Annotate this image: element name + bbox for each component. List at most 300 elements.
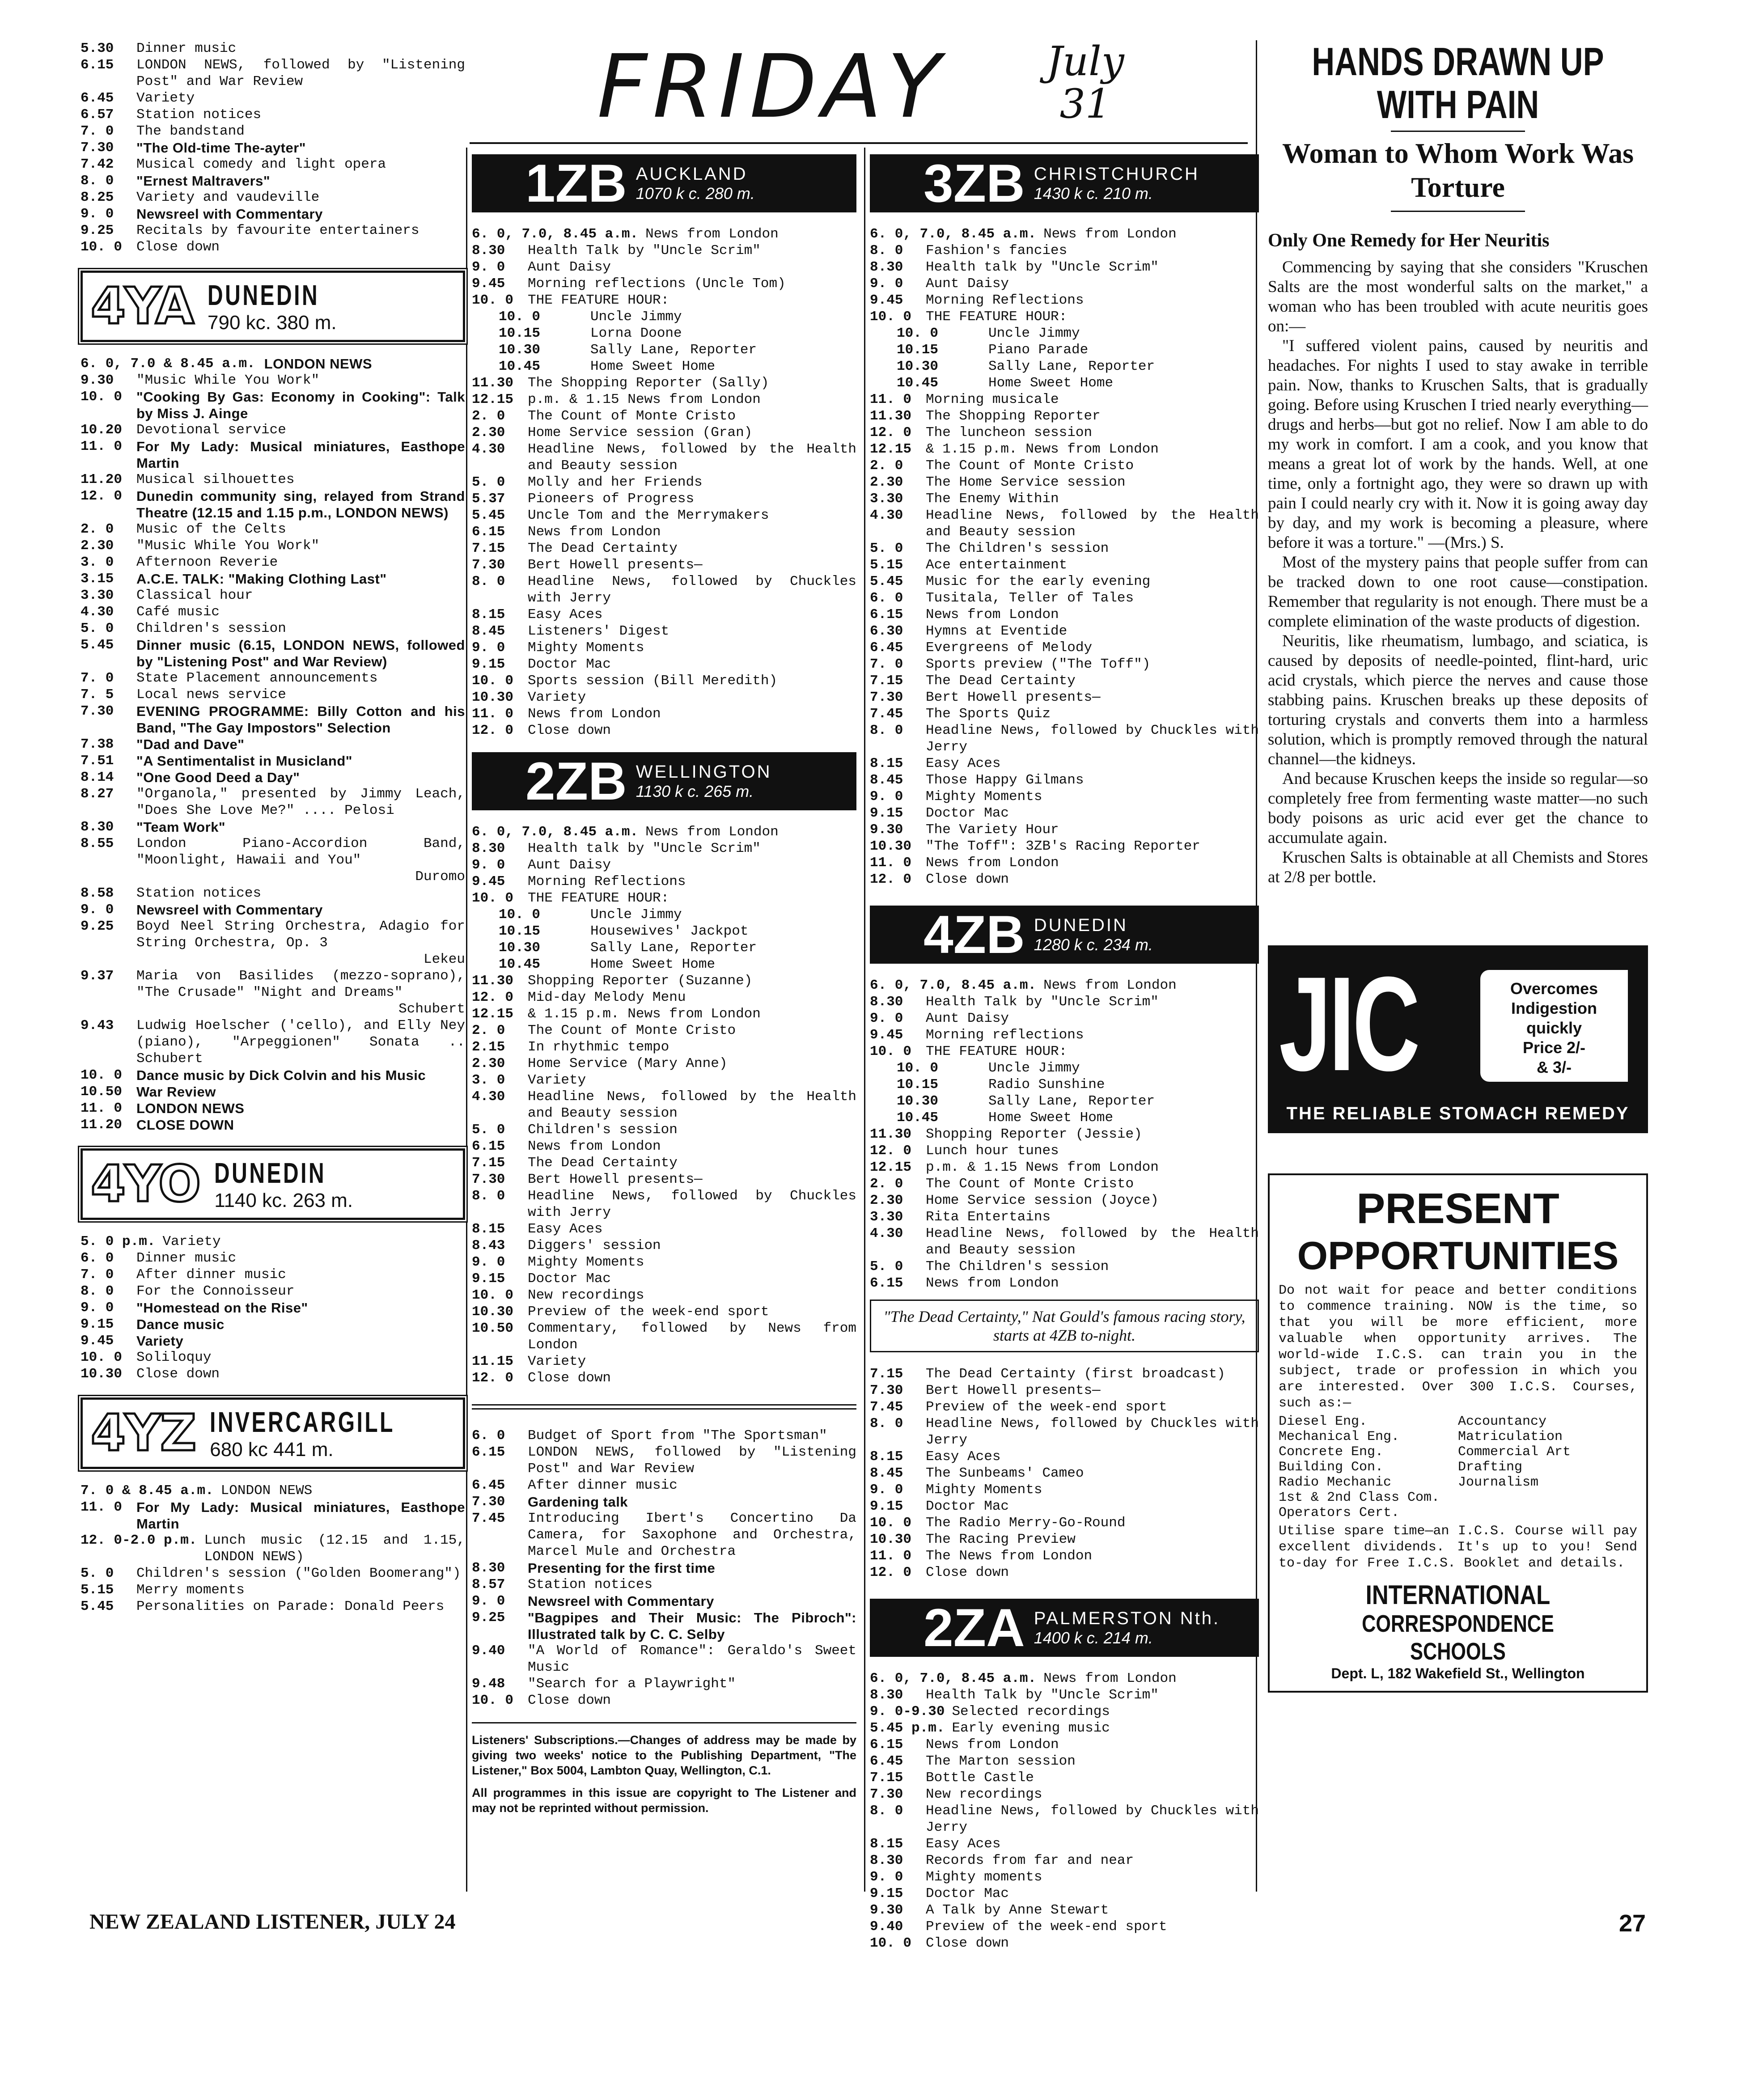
- programme-time: 10. 0: [80, 1350, 123, 1365]
- jic-price: Price 2/-: [1522, 1038, 1586, 1057]
- programme-entry: [80, 372, 465, 389]
- programme-title: The luncheon session: [926, 425, 1093, 440]
- programme-time: 9.37: [80, 968, 114, 984]
- programme-time: 6.15: [80, 57, 114, 73]
- programme-time: 8.30: [472, 243, 505, 258]
- programme-title: "The Old-time The-ayter": [136, 140, 306, 156]
- programme-entry: [80, 819, 465, 835]
- programme-title: Headline News, followed by the Health and Beauty session: [528, 1089, 856, 1121]
- station-city: WELLINGTON: [635, 762, 772, 782]
- programme-title: Uncle Tom and the Merrymakers: [528, 508, 769, 523]
- programme-title: Aunt Daisy: [528, 259, 611, 275]
- programme-time: 6.15: [870, 1737, 903, 1753]
- programme-title: Home Service session (Joyce): [926, 1193, 1159, 1208]
- programme-time: 6. 0, 7.0, 8.45 a.m.: [870, 978, 1037, 993]
- listing-continued-2: [472, 1427, 856, 1709]
- programme-entry: [870, 1852, 1259, 1869]
- programme-entry: [80, 206, 465, 222]
- programme-title: Close down: [926, 872, 1009, 887]
- programme-time: 9.25: [472, 1610, 505, 1626]
- programme-time: 11. 0: [870, 392, 912, 407]
- programme-entry: [80, 156, 465, 173]
- programme-time: 10.30: [472, 1304, 514, 1320]
- programme-time: 8.30: [870, 259, 903, 275]
- programme-title: Ace entertainment: [926, 557, 1068, 573]
- station-logo: 2ZB: [525, 751, 627, 811]
- programme-entry: [472, 375, 856, 391]
- programme-time: 6. 0: [80, 1250, 114, 1266]
- programme-title: Close down: [528, 1693, 611, 1708]
- programme-entry: [80, 587, 465, 604]
- programme-title: "Music While You Work": [136, 538, 320, 554]
- programme-time: 9.45: [472, 276, 505, 292]
- programme-title: "A Sentimentalist in Musicland": [136, 753, 352, 769]
- programme-entry: [472, 1221, 856, 1237]
- programme-time: 11. 0: [870, 855, 912, 871]
- programme-time: 6.15: [472, 1444, 505, 1460]
- programme-entry: [80, 736, 465, 753]
- programme-entry: [870, 706, 1259, 722]
- programme-time: 8.15: [472, 607, 505, 622]
- listing-4zb-evening: [870, 1366, 1259, 1581]
- programme-time: 12.15: [870, 1160, 912, 1175]
- programme-title: Children's session: [136, 621, 286, 636]
- programme-title: Preview of the week-end sport: [528, 1304, 769, 1320]
- station-city: AUCKLAND: [635, 164, 748, 184]
- programme-entry: [870, 242, 1259, 259]
- programme-time: 7.30: [80, 703, 114, 719]
- programme-entry: [870, 540, 1259, 557]
- programme-entry: [870, 309, 1259, 325]
- programme-title: London Piano-Accordion Band, "Moonlight, Hawaii and You" Duromo: [136, 836, 465, 885]
- programme-entry: [80, 1565, 465, 1582]
- programme-title: The Count of Monte Cristo: [528, 1023, 736, 1038]
- programme-time: 9. 0: [870, 1869, 903, 1885]
- programme-entry: [80, 1100, 465, 1117]
- programme-title: Lorna Doone: [590, 326, 682, 341]
- programme-entry: [472, 226, 856, 242]
- programme-entry: [80, 1582, 465, 1598]
- programme-composer: Duromo: [415, 869, 465, 885]
- programme-entry: [870, 639, 1259, 656]
- programme-time: 8. 0: [870, 723, 903, 738]
- column-1: [80, 40, 465, 1615]
- programme-title: The Home Service session: [926, 474, 1126, 490]
- programme-title: The Radio Merry-Go-Round: [926, 1515, 1126, 1531]
- programme-title: Devotional service: [136, 422, 286, 438]
- programme-time: 8.45: [870, 772, 903, 788]
- programme-entry: [472, 1370, 856, 1386]
- programme-time: 8.25: [80, 190, 114, 205]
- programme-title: The Shopping Reporter (Sally): [528, 375, 769, 391]
- programme-time: 9. 0: [870, 789, 903, 804]
- programme-entry: [472, 275, 856, 292]
- programme-title: "Music While You Work": [136, 373, 320, 388]
- programme-time: 5. 0: [80, 1566, 114, 1581]
- programme-time: 9. 0-9.30: [870, 1704, 945, 1719]
- ics-course: Matriculation: [1458, 1429, 1563, 1444]
- programme-entry: [80, 189, 465, 206]
- programme-entry: [472, 673, 856, 689]
- programme-time: 8.15: [870, 1449, 903, 1465]
- programme-title: Music of the Celts: [136, 521, 286, 537]
- programme-time: 2. 0: [80, 521, 114, 537]
- programme-title: Morning musicale: [926, 392, 1059, 407]
- programme-title: Morning reflections: [926, 1027, 1084, 1043]
- jic-strapline: THE RELIABLE STOMACH REMEDY: [1286, 1104, 1630, 1123]
- jic-advert: [1268, 945, 1648, 1133]
- page-day-number: 31: [1059, 80, 1111, 127]
- programme-title: The Dead Certainty: [528, 1155, 678, 1171]
- programme-title: Shopping Reporter (Suzanne): [528, 973, 753, 989]
- programme-entry: [870, 557, 1259, 573]
- programme-title: Doctor Mac: [528, 1271, 611, 1287]
- programme-title: Uncle Jimmy: [590, 309, 682, 325]
- programme-title: Boyd Neel String Orchestra, Adagio for String Orchestra, Op. 3 Lekeu: [136, 919, 465, 967]
- programme-entry: [870, 358, 1259, 375]
- station-header-4zb: [870, 906, 1259, 964]
- ics-course: Drafting: [1458, 1460, 1523, 1475]
- programme-title: A.C.E. TALK: "Making Clothing Last": [136, 571, 387, 587]
- programme-time: 10.30: [897, 1093, 939, 1109]
- programme-title: News from London: [926, 607, 1059, 622]
- programme-time: 8.14: [80, 770, 114, 785]
- programme-title: The Count of Monte Cristo: [528, 408, 736, 424]
- programme-time: 9.40: [472, 1643, 505, 1659]
- ics-cta: Utilise spare time—an I.C.S. Course will pay excellent dividends. It's up to you! Send to-day for Free I.C.S. Booklet and details.: [1279, 1524, 1637, 1571]
- station-city: DUNEDIN: [208, 279, 320, 311]
- programme-time: 10.20: [80, 422, 123, 438]
- programme-title: THE FEATURE HOUR:: [926, 309, 1068, 325]
- programme-time: 8. 0: [472, 574, 505, 589]
- programme-entry: [80, 438, 465, 471]
- listing-2zb: [472, 824, 856, 1386]
- programme-time: 7.30: [472, 557, 505, 573]
- programme-entry: [870, 1076, 1259, 1093]
- programme-entry: [870, 342, 1259, 358]
- programme-time: 5.45: [870, 574, 903, 589]
- programme-title: Uncle Jimmy: [988, 326, 1080, 341]
- listing-1zb: [472, 226, 856, 739]
- programme-entry: [870, 1225, 1259, 1258]
- section-rule: [472, 1722, 856, 1723]
- programme-entry: [472, 840, 856, 857]
- kruschen-kicker: Only One Remedy for Her Neuritis: [1268, 230, 1550, 251]
- programme-title: Close down: [926, 1565, 1009, 1580]
- programme-time: 11. 0: [80, 1499, 123, 1515]
- programme-title: Doctor Mac: [926, 1499, 1009, 1514]
- programme-time: 10. 0: [499, 309, 541, 325]
- ics-address: Dept. L, 182 Wakefield St., Wellington: [1331, 1665, 1585, 1681]
- programme-entry: [472, 1171, 856, 1188]
- programme-entry: [870, 1399, 1259, 1415]
- programme-time: 10.50: [472, 1321, 514, 1336]
- programme-title: Headline News, followed by Chuckles with Jerry: [926, 1803, 1259, 1835]
- station-frequency: 790 kc. 380 m.: [208, 312, 337, 334]
- programme-title: THE FEATURE HOUR:: [528, 292, 669, 308]
- programme-entry: [870, 855, 1259, 871]
- programme-time: 3.30: [870, 1209, 903, 1225]
- station-frequency: 1280 k c. 234 m.: [1034, 935, 1153, 954]
- headline-rule: [1391, 131, 1525, 132]
- ics-name-1: INTERNATIONAL: [1365, 1580, 1551, 1610]
- programme-time: 7.15: [472, 541, 505, 556]
- programme-title: News from London: [528, 706, 661, 722]
- programme-entry: [472, 940, 856, 956]
- programme-time: 12. 0: [870, 872, 912, 887]
- programme-entry: [472, 706, 856, 722]
- programme-entry: [870, 689, 1259, 706]
- programme-title: "A World of Romance": Geraldo's Sweet Music: [528, 1643, 856, 1675]
- programme-title: Bert Howell presents—: [528, 1172, 703, 1187]
- programme-entry: [80, 222, 465, 239]
- programme-entry: [472, 824, 856, 840]
- kruschen-paragraph: Most of the mystery pains that people suffer from can be tracked down to one root cause—constipation. Remember that regularity is not enough. There must be a complete elimination of the waste products of digestion.: [1268, 553, 1648, 631]
- programme-time: 8.15: [472, 1221, 505, 1237]
- programme-entry: [472, 639, 856, 656]
- programme-time: 5.37: [472, 491, 505, 507]
- programme-title: LONDON NEWS, followed by "Listening Post" and War Review: [136, 57, 465, 89]
- ics-courses-right: [1458, 1414, 1637, 1520]
- programme-title: Easy Aces: [528, 607, 603, 622]
- programme-title: Personalities on Parade: Donald Peers: [136, 1599, 445, 1614]
- programme-title: After dinner music: [528, 1478, 678, 1493]
- programme-time: 9.15: [870, 1886, 903, 1901]
- programme-title: Aunt Daisy: [926, 1011, 1009, 1026]
- programme-title: Close down: [528, 1370, 611, 1386]
- programme-entry: [80, 554, 465, 571]
- programme-time: 5.15: [80, 1582, 114, 1598]
- station-header-4ya: [80, 271, 465, 342]
- programme-title: p.m. & 1.15 News from London: [528, 392, 761, 407]
- programme-time: 9.48: [472, 1676, 505, 1692]
- kruschen-body: [1268, 258, 1648, 887]
- programme-time: 9.30: [870, 1902, 903, 1918]
- programme-title: Headline News, followed by Chuckles with Jerry: [926, 1416, 1259, 1448]
- programme-entry: [80, 786, 465, 819]
- programme-time: 2. 0: [870, 458, 903, 474]
- kruschen-paragraph: Neuritis, like rheumatism, lumbago, and sciatica, is caused by deposits of needle-pointed, flint-hard, uric acid crystals, which pierce the nerves and cause those stabbing pains. Kruschen breaks up these deposits of torturing crystals and converts them into a harmless solution, which is promptly removed through the natural channel—the kidneys.: [1268, 632, 1648, 768]
- programme-time: 10. 0: [472, 1693, 514, 1708]
- programme-time: 6.30: [870, 623, 903, 639]
- programme-entry: [80, 1532, 465, 1565]
- station-city: DUNEDIN: [1034, 915, 1128, 935]
- programme-title: Diggers' session: [528, 1238, 661, 1253]
- programme-entry: [870, 1885, 1259, 1902]
- programme-entry: [80, 571, 465, 587]
- programme-entry: [80, 1333, 465, 1349]
- programme-time: 2.30: [472, 1056, 505, 1071]
- programme-time: 5.15: [870, 557, 903, 573]
- ics-course: Commercial Art: [1458, 1444, 1571, 1460]
- programme-title: Variety: [162, 1234, 221, 1249]
- programme-entry: [472, 1088, 856, 1122]
- programme-time: 9. 0: [472, 857, 505, 873]
- programme-title: News from London: [528, 1139, 661, 1154]
- programme-entry: [472, 1006, 856, 1022]
- programme-entry: [472, 1254, 856, 1270]
- programme-time: 7.30: [472, 1494, 505, 1510]
- programme-title: Introducing Ibert's Concertino Da Camera, for Saxophone and Orchestra, Marcel Mule and Orchestra: [528, 1511, 856, 1559]
- programme-title: Merry moments: [136, 1582, 245, 1598]
- listing-4yo: [80, 1233, 465, 1382]
- programme-time: 2.30: [870, 1193, 903, 1208]
- programme-title: Morning reflections (Uncle Tom): [528, 276, 786, 292]
- jic-brand: JIC: [1279, 948, 1418, 1099]
- programme-title: Headline News, followed by Chuckles with Jerry: [528, 1188, 856, 1220]
- programme-time: 12. 0: [472, 990, 514, 1005]
- programme-title: Musical comedy and light opera: [136, 157, 386, 172]
- column-2: [472, 154, 856, 1816]
- programme-entry: [870, 1515, 1259, 1531]
- programme-time: 11. 0: [870, 1548, 912, 1564]
- programme-time: 9. 0: [80, 206, 114, 222]
- programme-time: 7.30: [870, 1787, 903, 1802]
- programme-title: Home Service session (Gran): [528, 425, 753, 440]
- programme-entry: [472, 906, 856, 923]
- programme-title: Home Sweet Home: [988, 1110, 1114, 1126]
- programme-time: 7.38: [80, 737, 114, 752]
- programme-title: Easy Aces: [926, 1449, 1001, 1465]
- programme-entry: [870, 424, 1259, 441]
- programme-time: 8.15: [870, 1836, 903, 1852]
- programme-time: 8.27: [80, 786, 114, 802]
- programme-time: 5.45: [472, 508, 505, 523]
- programme-entry: [870, 259, 1259, 275]
- programme-entry: [870, 1209, 1259, 1225]
- programme-entry: [870, 1902, 1259, 1918]
- programme-time: 6. 0, 7.0 & 8.45 a.m.: [80, 356, 255, 372]
- programme-time: 7.15: [870, 1366, 903, 1382]
- programme-title: Bert Howell presents—: [528, 557, 703, 573]
- programme-entry: [80, 1067, 465, 1084]
- programme-title: "Search for a Playwright": [528, 1676, 736, 1692]
- programme-time: 3.30: [870, 491, 903, 507]
- programme-time: 9.15: [870, 805, 903, 821]
- footer-masthead: NEW ZEALAND LISTENER, JULY 24: [89, 1910, 456, 1934]
- programme-title: Health talk by "Uncle Scrim": [528, 841, 761, 856]
- programme-time: 4.30: [472, 1089, 505, 1105]
- programme-title: Shopping Reporter (Jessie): [926, 1126, 1142, 1142]
- programme-time: 9.15: [870, 1499, 903, 1514]
- station-frequency: 1400 k c. 214 m.: [1034, 1628, 1153, 1647]
- programme-entry: [870, 1498, 1259, 1515]
- programme-time: 5.45 p.m.: [870, 1720, 945, 1736]
- programme-time: 10.30: [472, 690, 514, 705]
- programme-entry: [870, 1258, 1259, 1275]
- programme-time: 4.30: [870, 508, 903, 523]
- programme-time: 9.15: [472, 656, 505, 672]
- programme-title: The Sunbeams' Cameo: [926, 1465, 1084, 1481]
- section-rule: [472, 1408, 856, 1410]
- page-month: July: [1046, 38, 1124, 85]
- programme-time: 7. 0: [80, 670, 114, 686]
- programme-time: 2.30: [80, 538, 114, 554]
- programme-time: 8.15: [870, 756, 903, 771]
- programme-title: Headline News, followed by Chuckles with Jerry: [926, 723, 1259, 755]
- programme-title: & 1.15 p.m. News from London: [528, 1006, 761, 1022]
- programme-title: "Team Work": [136, 819, 226, 835]
- programme-title: Evergreens of Melody: [926, 640, 1093, 656]
- programme-title: Dinner music (6.15, LONDON NEWS, followed by "Listening Post" and War Review): [136, 637, 465, 669]
- station-logo: 4ZB: [924, 905, 1025, 965]
- programme-entry: [472, 989, 856, 1006]
- programme-time: 9.15: [80, 1317, 114, 1332]
- programme-title: Soliloquy: [136, 1350, 212, 1365]
- programme-title: Sports session (Bill Meredith): [528, 673, 778, 689]
- programme-title: Preview of the week-end sport: [926, 1919, 1167, 1935]
- programme-time: 11.30: [472, 375, 514, 391]
- programme-title: "One Good Deed a Day": [136, 770, 300, 785]
- headline-rule: [1391, 211, 1525, 212]
- programme-time: 8. 0: [870, 243, 903, 258]
- programme-time: 2. 0: [472, 1023, 505, 1038]
- programme-title: Newsreel with Commentary: [136, 206, 323, 222]
- programme-time: 10. 0: [472, 673, 514, 689]
- programme-time: 10.15: [897, 1077, 939, 1092]
- programme-title: News from London: [926, 1737, 1059, 1753]
- ics-advert: [1268, 1173, 1648, 1693]
- programme-entry: [80, 140, 465, 156]
- programme-entry: [80, 422, 465, 438]
- programme-entry: [472, 309, 856, 325]
- programme-title: Preview of the week-end sport: [926, 1399, 1167, 1415]
- programme-title: Variety: [528, 1072, 586, 1088]
- programme-title: Close down: [136, 1366, 220, 1382]
- programme-entry: [80, 40, 465, 57]
- programme-time: 7.45: [870, 1399, 903, 1415]
- ics-course: Operators Cert.: [1279, 1505, 1400, 1520]
- programme-entry: [870, 474, 1259, 491]
- programme-time: 7.51: [80, 753, 114, 769]
- programme-title: News from London: [1043, 978, 1177, 993]
- programme-entry: [472, 973, 856, 989]
- programme-entry: [870, 441, 1259, 457]
- programme-entry: [80, 637, 465, 670]
- programme-time: 10. 0: [897, 326, 939, 341]
- ics-course: Radio Mechanic: [1279, 1475, 1392, 1490]
- programme-entry: [870, 755, 1259, 772]
- programme-title: Variety: [528, 1354, 586, 1369]
- listing-2za: [870, 1670, 1259, 1952]
- programme-time: 11. 0: [472, 706, 514, 722]
- kruschen-subheadline: Woman to Whom Work Was Torture: [1282, 137, 1634, 203]
- programme-time: 10.30: [870, 838, 912, 854]
- programme-title: The Children's session: [926, 1259, 1109, 1274]
- programme-time: 9. 0: [80, 902, 114, 918]
- programme-entry: [870, 1010, 1259, 1027]
- programme-title: News from London: [926, 1275, 1059, 1291]
- programme-time: 8.55: [80, 836, 114, 851]
- programme-title: Close down: [926, 1935, 1009, 1951]
- programme-entry: [80, 620, 465, 637]
- programme-entry: [472, 1692, 856, 1709]
- programme-entry: [472, 1022, 856, 1039]
- programme-entry: [472, 1643, 856, 1676]
- programme-title: Listeners' Digest: [528, 623, 669, 639]
- programme-entry: [80, 106, 465, 123]
- programme-entry: [870, 1836, 1259, 1852]
- programme-entry: [80, 471, 465, 488]
- programme-entry: [80, 1366, 465, 1382]
- programme-time: 8.30: [472, 841, 505, 856]
- programme-time: 8.30: [870, 1853, 903, 1868]
- programme-time: 8.30: [472, 1560, 505, 1576]
- programme-time: 9.43: [80, 1018, 114, 1033]
- programme-time: 10. 0: [472, 292, 514, 308]
- programme-time: 12. 0: [870, 1565, 912, 1580]
- ics-headline-1: PRESENT: [1356, 1185, 1559, 1232]
